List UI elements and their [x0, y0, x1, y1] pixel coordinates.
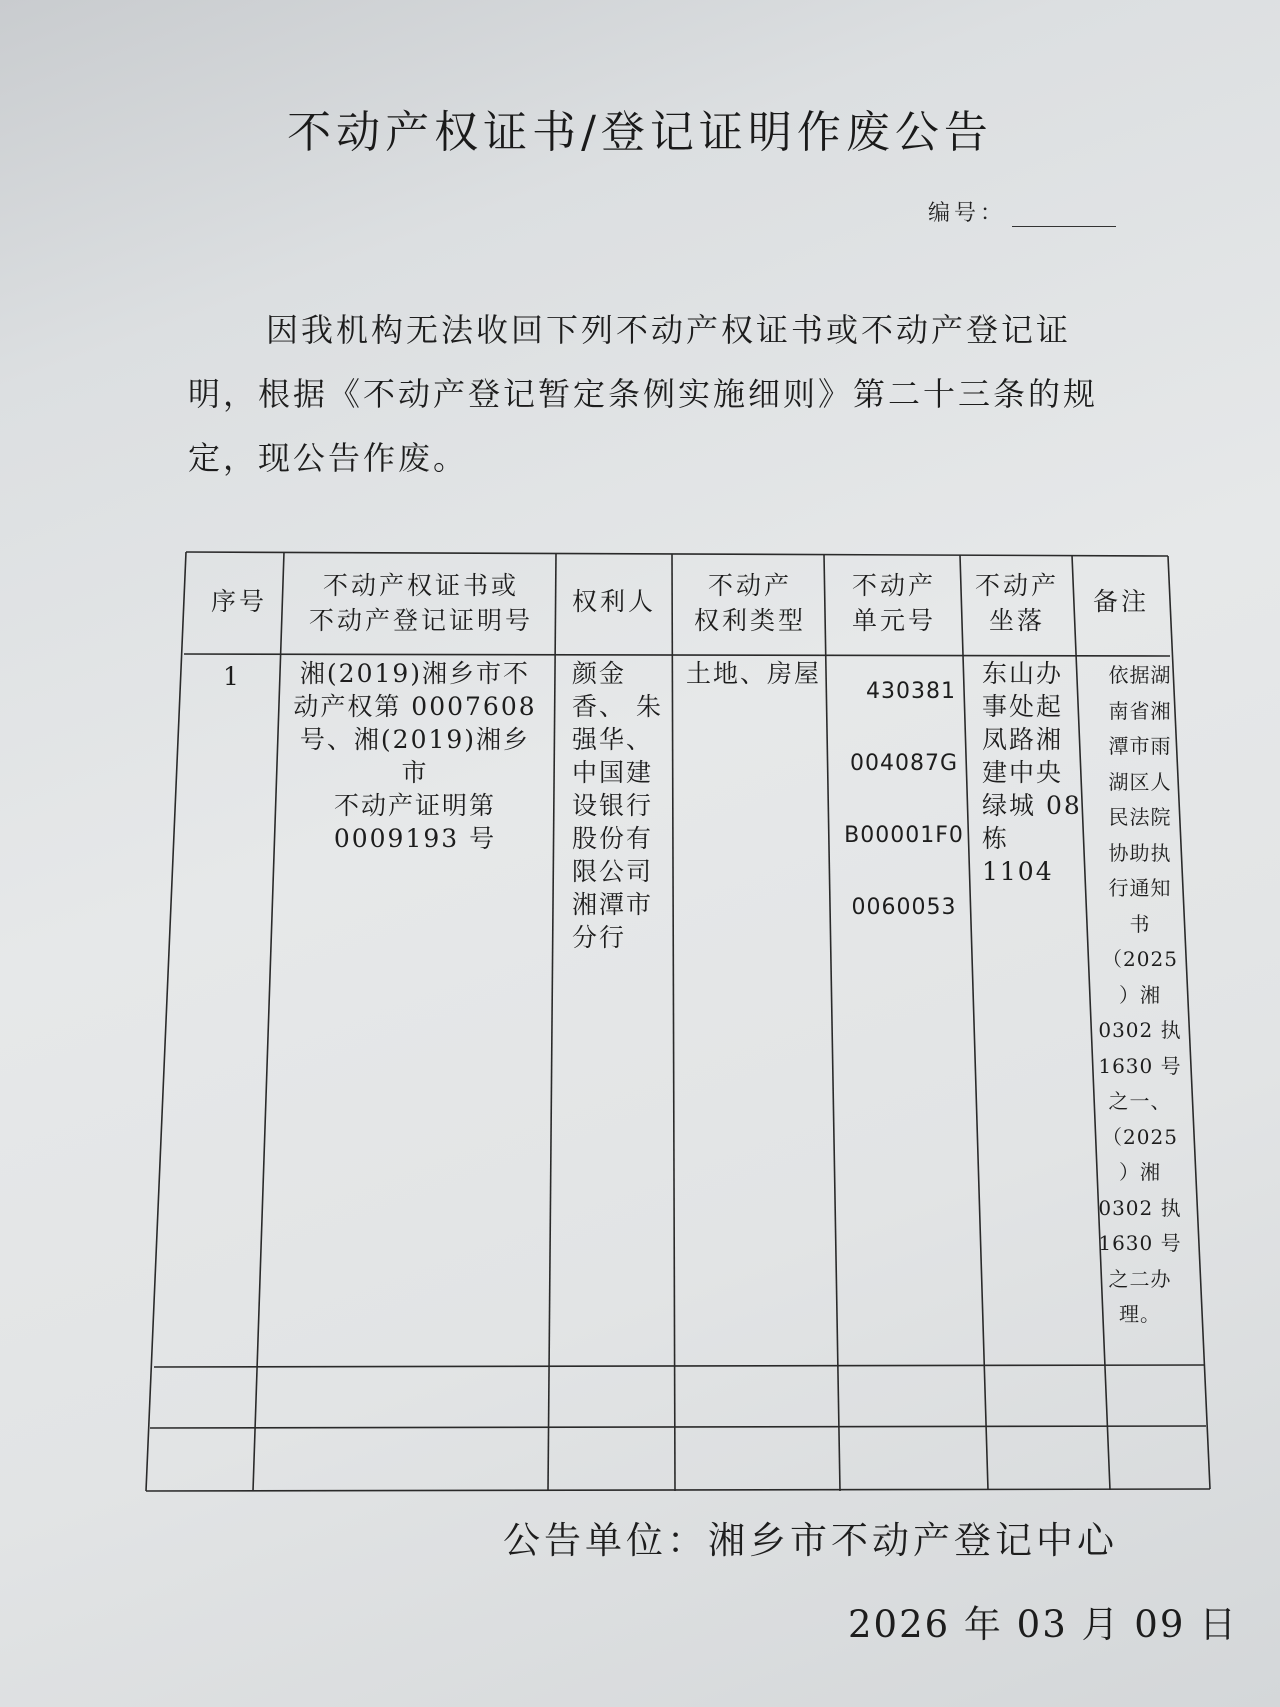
row-unit-number: 430381 004087G B00001F0 0060053	[844, 679, 964, 920]
issue-date: 2026 年 03 月 09 日	[848, 1603, 1239, 1646]
col-border	[548, 553, 556, 1491]
col-border	[672, 554, 675, 1491]
header-remark: 备注	[1092, 587, 1149, 616]
issuing-unit: 公告单位：湘乡市不动产登记中心	[503, 1519, 1118, 1562]
table-bottom-border	[146, 1489, 1210, 1491]
row-border	[154, 1365, 1204, 1367]
row-holder: 颜金 香、 朱 强华、 中国建 设银行 股份有 限公司 湘潭市 分行	[572, 659, 663, 952]
notice-title: 不动产权证书/登记证明作废公告	[287, 107, 993, 158]
paragraph-line: 因我机构无法收回下列不动产权证书或不动产登记证	[266, 311, 1072, 349]
col-border	[253, 552, 284, 1491]
header-location: 不动产 坐落	[974, 571, 1059, 635]
header-index: 序号	[210, 587, 267, 616]
header-cert-number: 不动产权证书或 不动产登记证明号	[308, 571, 533, 635]
row-cert-number: 湘(2019)湘乡市不 动产权第 0007608 号、湘(2019)湘乡市 不动产证明第 0009193 号	[293, 659, 537, 853]
row-location: 东山办 事处起 凤路湘 建中央 绿城 08 栋 1104	[982, 659, 1082, 886]
row-border	[150, 1426, 1206, 1428]
paragraph-line: 明，根据《不动产登记暂定条例实施细则》第二十三条的规	[188, 375, 1099, 413]
header-holder: 权利人	[571, 587, 656, 616]
serial-label: 编号：	[928, 201, 1007, 226]
header-bottom-border	[184, 654, 1170, 656]
row-remark: 依据湖 南省湘 潭市雨 湖区人 民法院 协助执 行通知 书 （2025 ）湘 0302 执 1630 号 之一、 （2025 ）湘 0302 执 1630 号 之二办 理。	[1098, 663, 1182, 1326]
header-right-type: 不动产 权利类型	[693, 571, 806, 635]
header-unit-number: 不动产 单元号	[851, 571, 936, 635]
table-top-border	[186, 552, 1168, 556]
table-left-border	[146, 552, 186, 1491]
paragraph-line: 定，现公告作废。	[188, 439, 469, 477]
row-right-type: 土地、房屋	[686, 659, 822, 688]
row-index: 1	[223, 662, 241, 691]
